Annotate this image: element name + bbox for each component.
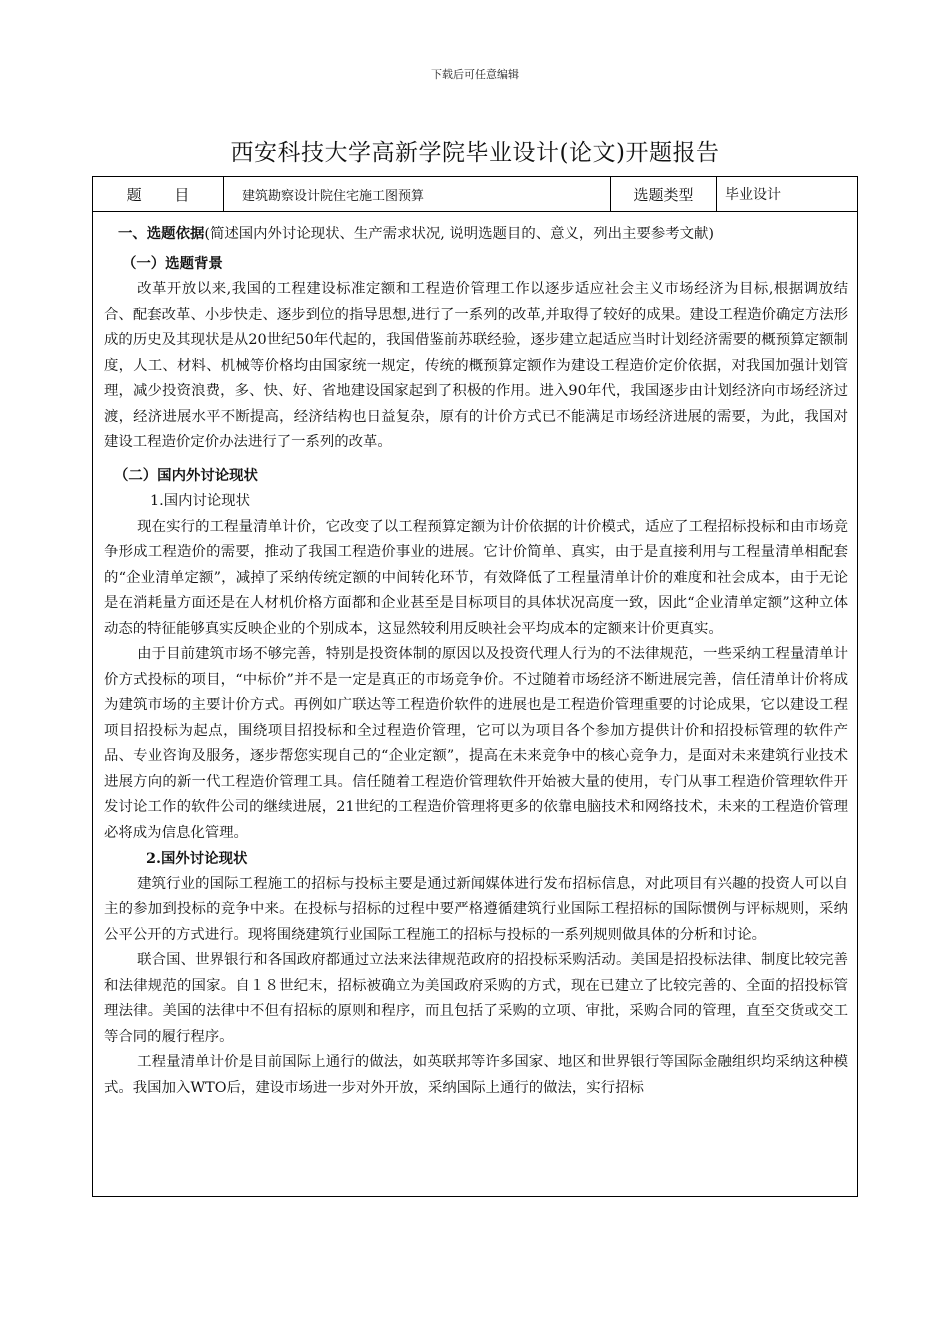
foreign-paragraph-2: 联合国、世界银行和各国政府都通过立法来法律规范政府的招投标采购活动。美国是招投标法律、制度比较完善和法律规范的国家。自１８世纪末，招标被确立为美国政府采购的方式，现在已建立了比较完善的、全面的招投标管理法律。美国的法律中不但有招标的原则和程序，而且包括了采购的立项、审批，采购合同的管理，直至交货或交工等合同的履行程序。: [104, 952, 848, 1045]
type-value: 毕业设计: [725, 187, 781, 203]
foreign-paragraph-3: 工程量清单计价是目前国际上通行的做法，如英联邦等许多国家、地区和世界银行等国际金融组织均采纳这种模式。我国加入WTO后，建设市场进一步对外开放，采纳国际上通行的做法，实行招标: [104, 1054, 848, 1096]
section-heading-title: 一、选题依据: [118, 226, 205, 242]
content-cell: [93, 212, 857, 1101]
research-status-heading: （二）国内外讨论现状: [114, 467, 258, 484]
topic-value: 建筑勘察设计院住宅施工图预算: [224, 177, 611, 211]
background-heading: （一）选题背景: [122, 255, 223, 272]
type-label: 选题类型: [611, 177, 717, 211]
section-heading-note: (简述国内外讨论现状、生产需求状况, 说明选题目的、意义，列出主要参考文献): [204, 226, 715, 242]
background-paragraph: 改革开放以来,我国的工程建设标准定额和工程造价管理工作以逐步适应社会主义市场经济为目标,根据调放结合、配套改革、小步快走、逐步到位的指导思想,进行了一系列的改革,并取得了较好的成果。建设工程造价确定方法形成的历史及其现状是从20世纪50年代起的，我国借鉴前苏联经验，逐步建立起适应当时计划经济需要的概预算定额制度，人工、材料、机械等价格均由国家统一规定，传统的概预算定额作为建设工程造价定价依据，对我国加强计划管理，减少投资浪费，多、快、好、省地建设国家起到了积极的作用。进入90年代，我国逐步由计划经济向市场经济过渡，经济进展水平不断提高，经济结构也日益复杂，原有的计价方式已不能满足市场经济进展的需要，为此，我国对建设工程造价定价办法进行了一系列的改革。: [104, 281, 848, 450]
foreign-paragraph-1: 建筑行业的国际工程施工的招标与投标主要是通过新闻媒体进行发布招标信息，对此项目有兴趣的投资人可以自主的参加到投标的竞争中来。在投标与招标的过程中要严格遵循建筑行业国际工程招标的国际惯例与评标规则，采纳公平公开的方式进行。现将围绕建筑行业国际工程施工的招标与投标的一系列规则做具体的分析和讨论。: [104, 875, 848, 943]
header-note: 下载后可任意编辑: [431, 68, 519, 81]
section-heading: [104, 222, 848, 248]
domestic-paragraph-1: 现在实行的工程量清单计价，它改变了以工程预算定额为计价依据的计价模式，适应了工程招标投标和由市场竞争形成工程造价的需要，推动了我国工程造价事业的进展。它计价简单、真实，由于是直接利用与工程量清单相配套的“企业清单定额”，减掉了采纳传统定额的中间转化环节，有效降低了工程量清单计价的难度和社会成本，由于无论是在消耗量方面还是在人材机价格方面都和企业甚至是目标项目的具体状况高度一致，因此“企业清单定额”这种立体动态的特征能够真实反映企业的个别成本，这显然较利用反映社会平均成本的定额来计价更真实。: [104, 518, 848, 637]
domestic-paragraph-2: 由于目前建筑市场不够完善，特别是投资体制的原因以及投资代理人行为的不法律规范，一些采纳工程量清单计价方式投标的项目，“中标价”并不是一定是真正的市场竞争价。不过随着市场经济不断进展完善，信任清单计价将成为建筑市场的主要计价方式。再例如广联达等工程造价软件的进展也是工程造价管理重要的讨论成果，它以建设工程项目招投标为起点，围绕项目招投标和全过程造价管理，它可以为项目各个参加方提供计价和招投标管理的软件产品、专业咨询及服务，逐步帮您实现自己的“企业定额”，提高在未来竞争中的核心竞争力，是面对未来建筑行业技术进展方向的新一代工程造价管理工具。信任随着工程造价管理软件开始被大量的使用，专门从事工程造价管理软件开发讨论工作的软件公司的继续进展，21世纪的工程造价管理将更多的依靠电脑技术和网络技术，未来的工程造价管理必将成为信息化管理。: [104, 646, 848, 841]
topic-label: 题 目: [93, 177, 224, 211]
info-row: [93, 177, 857, 212]
document-title: 西安科技大学高新学院毕业设计(论文)开题报告: [230, 140, 720, 166]
report-table: [92, 176, 858, 1197]
domestic-heading: 1.国内讨论现状: [150, 493, 251, 509]
foreign-heading: 2.国外讨论现状: [146, 850, 248, 867]
